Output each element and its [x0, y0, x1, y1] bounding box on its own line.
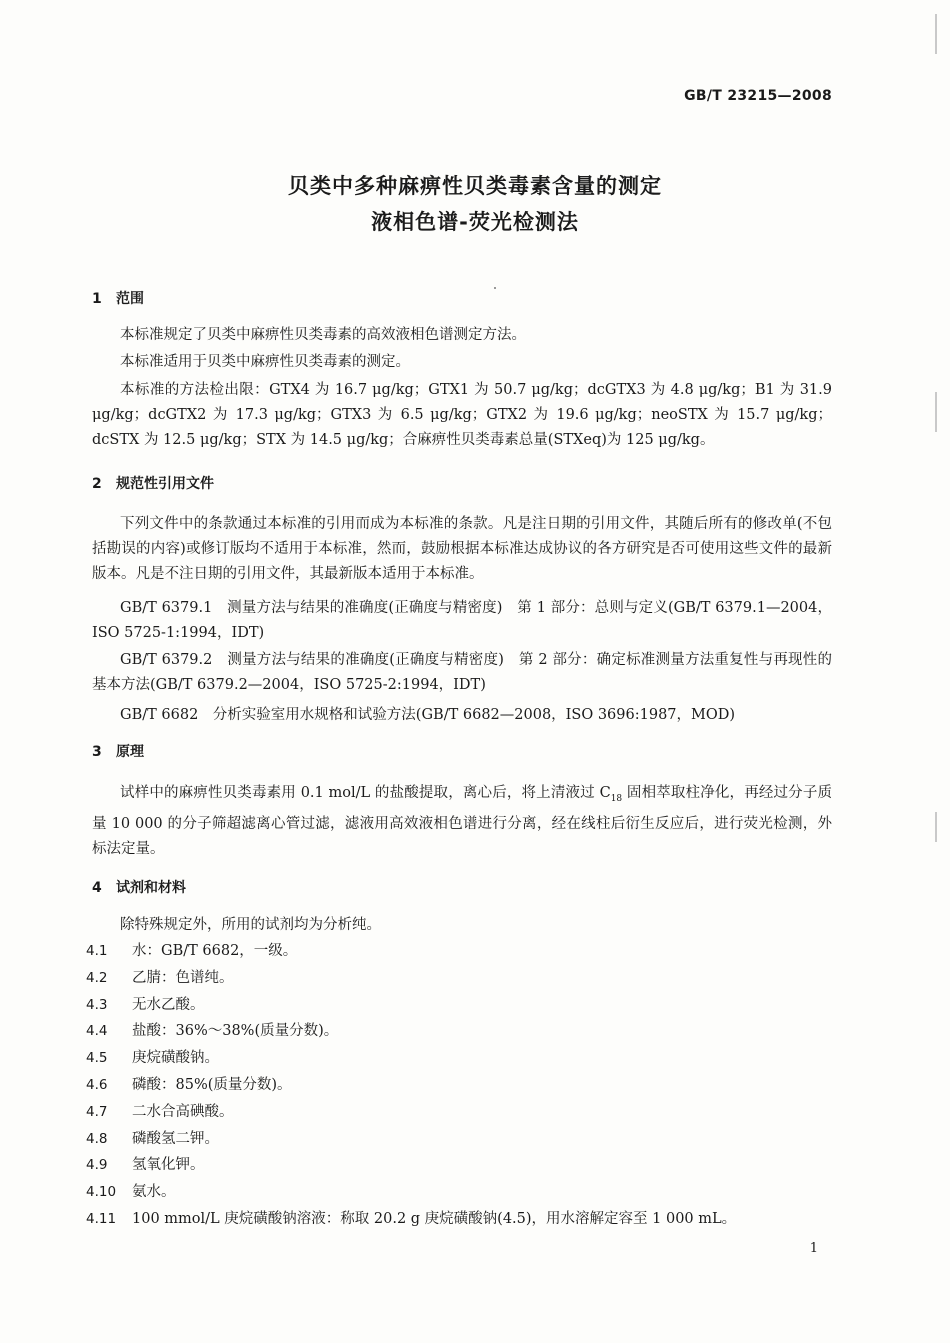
principle-text-a: 试样中的麻痹性贝类毒素用 0.1 mol/L 的盐酸提取，离心后，将上清液过 C: [120, 785, 611, 801]
document-title-line2: 液相色谱-荧光检测法: [371, 210, 579, 234]
section-2-heading: [92, 473, 214, 493]
item-number: 4.3: [86, 996, 108, 1013]
list-item: [86, 1179, 736, 1206]
list-item: [86, 1018, 736, 1045]
section-title: 规范性引用文件: [116, 476, 214, 492]
item-text: 乙腈：色谱纯。: [132, 969, 234, 986]
item-text: 氢氧化钾。: [132, 1157, 205, 1174]
standard-number: GB/T 23215—2008: [684, 88, 832, 104]
scan-edge-mark: [935, 14, 937, 54]
document-title-line1: 贝类中多种麻痹性贝类毒素含量的测定: [288, 174, 662, 198]
item-number: 4.5: [86, 1050, 108, 1067]
item-number: 4.11: [86, 1210, 117, 1227]
section-4-heading: [92, 877, 186, 897]
list-item: [86, 938, 736, 965]
item-number: 4.4: [86, 1023, 108, 1040]
item-text: 氨水。: [132, 1184, 176, 1201]
item-number: 4.9: [86, 1157, 108, 1174]
reagents-intro: 除特殊规定外，所用的试剂均为分析纯。: [120, 917, 381, 933]
item-number: 4.7: [86, 1103, 108, 1120]
section-number: 1: [92, 291, 102, 307]
item-number: 4.1: [86, 943, 108, 959]
principle-paragraph: [92, 781, 832, 862]
reagent-list: [86, 938, 736, 1233]
item-text: 磷酸氢二钾。: [132, 1130, 219, 1147]
item-text: 二水合高碘酸。: [132, 1103, 234, 1120]
reference-gbt-6379-1: GB/T 6379.1 测量方法与结果的准确度(正确度与精密度) 第 1 部分：总则与定义(GB/T 6379.1—2004，ISO 5725-1:1994，IDT): [92, 600, 832, 641]
section-title: 范围: [116, 291, 144, 307]
scope-paragraph-1: 本标准规定了贝类中麻痹性贝类毒素的高效液相色谱测定方法。: [120, 327, 526, 343]
list-item: [86, 1072, 736, 1099]
item-number: 4.6: [86, 1076, 108, 1093]
list-item: [86, 1099, 736, 1126]
scope-detection-limits: 本标准的方法检出限：GTX4 为 16.7 μg/kg；GTX1 为 50.7 μg/kg；dcGTX3 为 4.8 μg/kg；B1 为 31.9 μg/kg；dcGTX2 为 17.3 μg/kg；GTX3 为 6.5 μg/kg；GTX2 为 19.6 μg/kg；neoSTX 为 15.7 μg/kg；dcSTX 为 12.5 μg/kg；STX 为 14.5 μg/kg；合麻痹性贝类毒素总量(STXeq)为 125 μg/kg。: [92, 382, 832, 448]
item-text: 100 mmol/L 庚烷磺酸钠溶液：称取 20.2 g 庚烷磺酸钠(4.5)，用水溶解定容至 1 000 mL。: [132, 1210, 737, 1227]
section-number: 4: [92, 880, 102, 896]
reference-gbt-6682: GB/T 6682 分析实验室用水规格和试验方法(GB/T 6682—2008，ISO 3696:1987，MOD): [120, 707, 736, 723]
item-text: 磷酸：85%(质量分数)。: [132, 1076, 292, 1093]
page-number: 1: [809, 1241, 818, 1256]
item-text: 水：GB/T 6682，一级。: [132, 943, 298, 959]
list-item: [86, 1126, 736, 1153]
list-item: [86, 992, 736, 1019]
item-number: 4.10: [86, 1184, 117, 1201]
scope-paragraph-2: 本标准适用于贝类中麻痹性贝类毒素的测定。: [120, 354, 410, 370]
reference-gbt-6379-2: GB/T 6379.2 测量方法与结果的准确度(正确度与精密度) 第 2 部分：确定标准测量方法重复性与再现性的基本方法(GB/T 6379.2—2004，ISO 5725-2:1994，IDT): [92, 652, 832, 693]
item-number: 4.2: [86, 969, 108, 986]
list-item: [86, 1206, 736, 1233]
list-item: [86, 965, 736, 992]
section-title: 原理: [116, 744, 144, 760]
item-number: 4.8: [86, 1130, 108, 1147]
item-text: 无水乙酸。: [132, 996, 205, 1013]
list-item: [86, 1152, 736, 1179]
scan-edge-mark: [935, 812, 937, 842]
list-item: [86, 1045, 736, 1072]
item-text: 盐酸：36%～38%(质量分数)。: [132, 1023, 339, 1040]
section-title: 试剂和材料: [116, 880, 186, 896]
scan-dust-dot: [494, 287, 496, 289]
scan-edge-mark: [935, 392, 937, 432]
item-text: 庚烷磺酸钠。: [132, 1050, 219, 1067]
section-1-heading: [92, 288, 144, 308]
principle-text-b: 固相萃取柱净化，再经过分子质量 10 000 的分子筛超滤离心管过滤，滤液用高效液相色谱进行分离，经在线柱后衍生反应后，进行荧光检测，外标法定量。: [92, 785, 832, 857]
section-number: 2: [92, 476, 102, 492]
section-3-heading: [92, 741, 144, 761]
c18-subscript: 18: [610, 793, 623, 804]
section-number: 3: [92, 744, 102, 760]
normative-references-intro: 下列文件中的条款通过本标准的引用而成为本标准的条款。凡是注日期的引用文件，其随后所有的修改单(不包括勘误的内容)或修订版均不适用于本标准，然而，鼓励根据本标准达成协议的各方研究是否可使用这些文件的最新版本。凡是不注日期的引用文件，其最新版本适用于本标准。: [92, 516, 832, 582]
